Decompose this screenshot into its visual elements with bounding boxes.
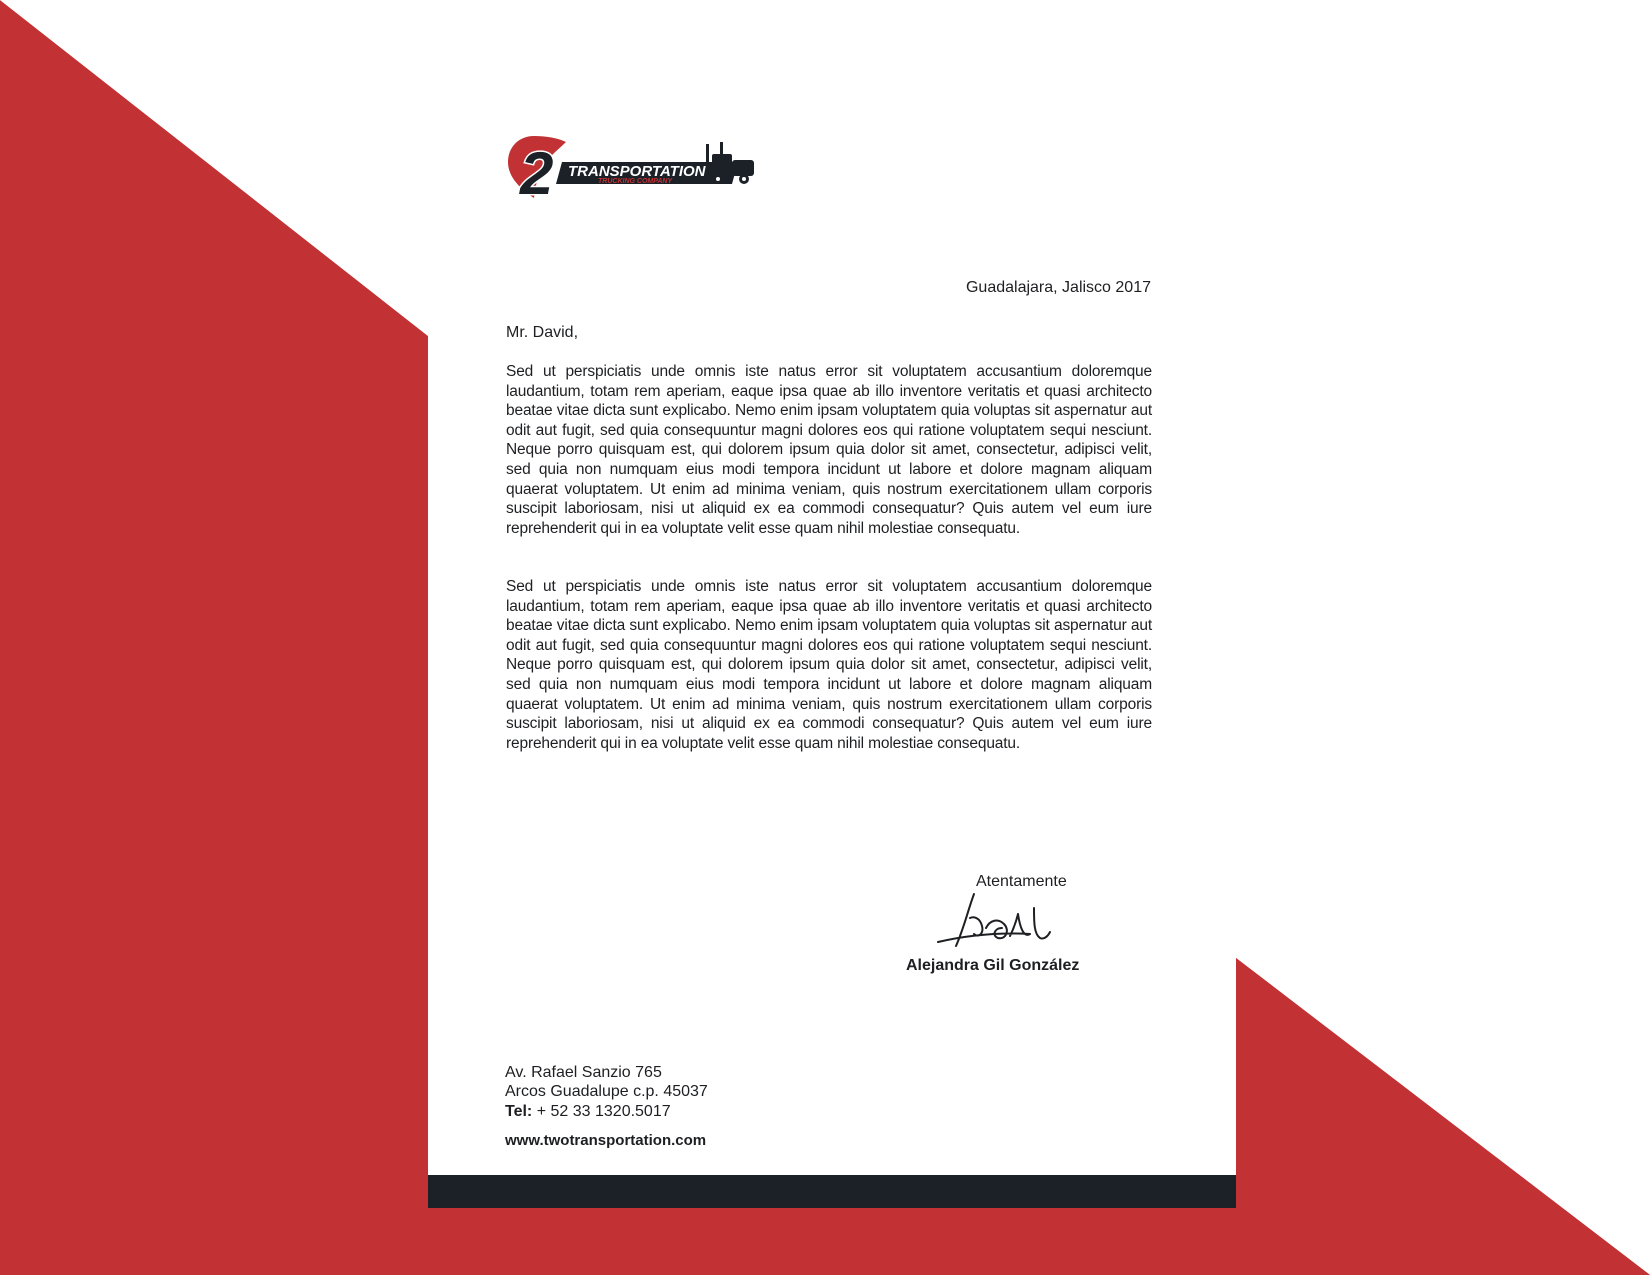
address-line: Av. Rafael Sanzio 765 xyxy=(505,1064,662,1081)
company-logo xyxy=(506,132,768,200)
logo-name: TRANSPORTATION xyxy=(568,163,706,180)
tel-value: + 52 33 1320.5017 xyxy=(536,1103,671,1120)
logo-number: 2 xyxy=(520,140,554,200)
website-link[interactable]: www.twotransportation.com xyxy=(505,1132,707,1149)
signer-name: Alejandra Gil González xyxy=(906,957,1080,974)
telephone-line xyxy=(505,1103,671,1121)
letter-paragraph: Sed ut perspiciatis unde omnis iste natus error sit voluptatem accusantium doloremque laudantium, totam rem aperiam, eaque ipsa quae ab illo inventore veritatis et quasi architecto beatae vitae dicta sunt explicabo. Nemo enim ipsam voluptatem quia voluptas sit aspernatur aut odit aut fugit, sed quia consequuntur magni dolores eos qui ratione voluptatem sequi nesciunt. Neque porro quisquam est, qui dolorem ipsum quia dolor sit amet, consectetur, adipisci velit, sed quia non numquam eius modi tempora incidunt ut labore et dolore magnam aliquam quaerat voluptatem. Ut enim ad minima veniam, quis nostrum exercitationem ullam corporis suscipit laboriosam, nisi ut aliquid ex ea commodi consequatur? Quis autem vel eum iure reprehenderit qui in ea voluptate velit esse quam nihil molestiae consequatu. xyxy=(506,578,1152,752)
letter-closing: Atentamente xyxy=(976,873,1067,890)
handwritten-signature xyxy=(934,888,1074,950)
footer-bar xyxy=(428,1175,1236,1208)
tel-label: Tel: xyxy=(505,1103,533,1120)
letter-salutation: Mr. David, xyxy=(506,324,579,341)
letter-date: Guadalajara, Jalisco 2017 xyxy=(965,279,1151,296)
letter-paragraph: Sed ut perspiciatis unde omnis iste natus error sit voluptatem accusantium doloremque laudantium, totam rem aperiam, eaque ipsa quae ab illo inventore veritatis et quasi architecto beatae vitae dicta sunt explicabo. Nemo enim ipsam voluptatem quia voluptas sit aspernatur aut odit aut fugit, sed quia consequuntur magni dolores eos qui ratione voluptatem sequi nesciunt. Neque porro quisquam est, qui dolorem ipsum quia dolor sit amet, consectetur, adipisci velit, sed quia non numquam eius modi tempora incidunt ut labore et dolore magnam aliquam quaerat voluptatem. Ut enim ad minima veniam, quis nostrum exercitationem ullam corporis suscipit laboriosam, nisi ut aliquid ex ea commodi consequatur? Quis autem vel eum iure reprehenderit qui in ea voluptate velit esse quam nihil molestiae consequatu. xyxy=(506,363,1152,537)
address-line: Arcos Guadalupe c.p. 45037 xyxy=(505,1083,708,1100)
logo-tagline: TRUCKING COMPANY xyxy=(598,178,673,185)
